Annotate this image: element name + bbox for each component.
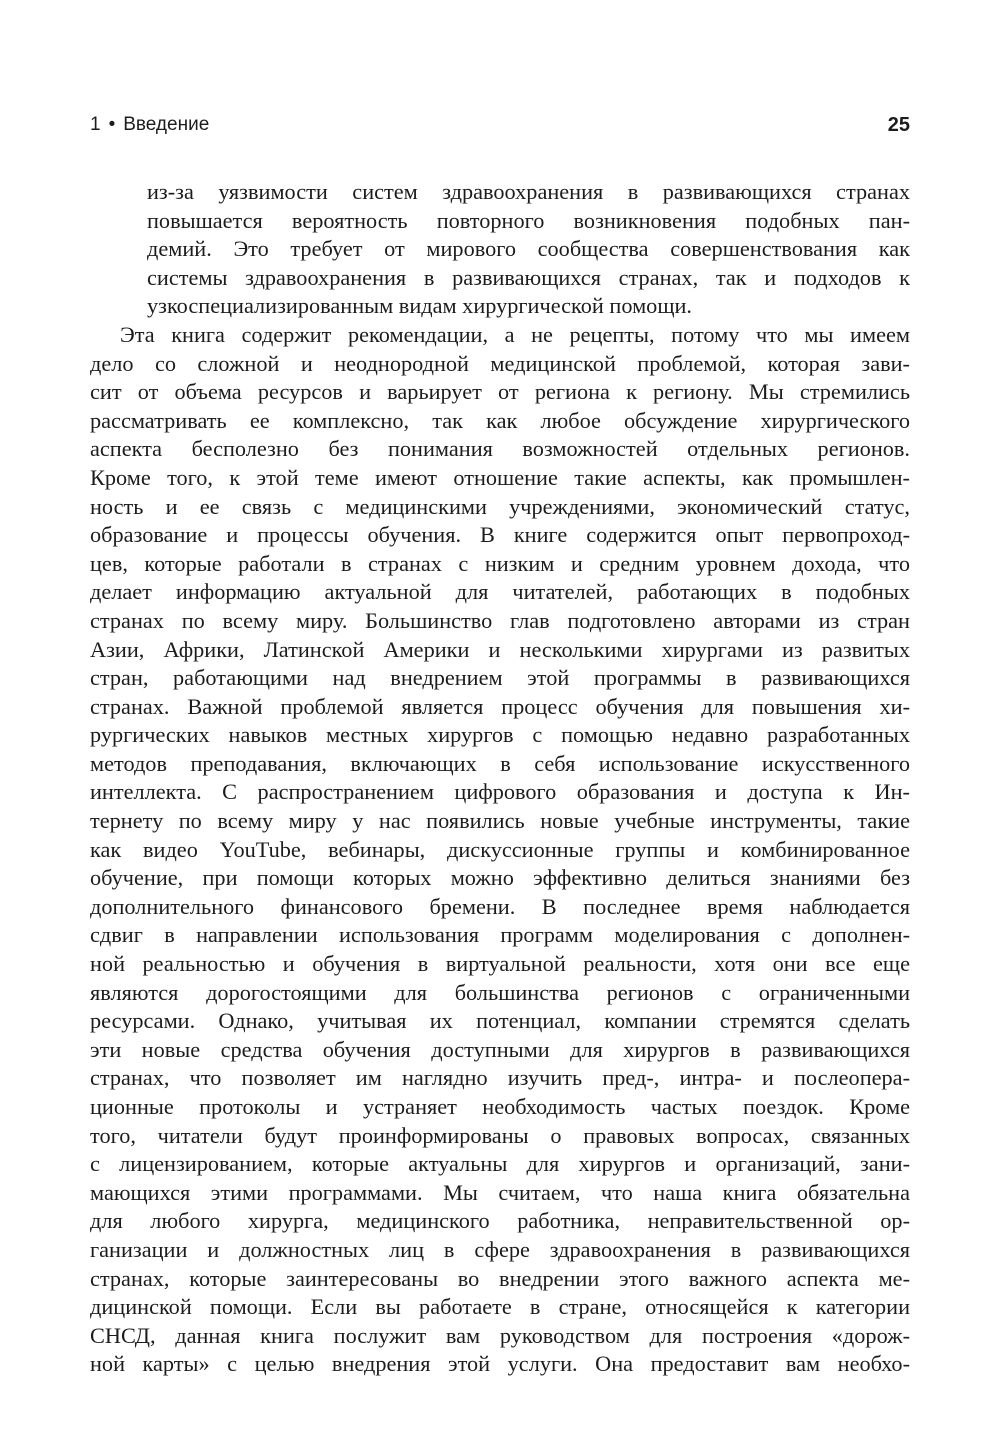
- text-line: странах по всему миру. Большинство глав подготовлено авторами из стран: [90, 607, 910, 633]
- text-line: Эта книга содержит рекомендации, а не рецепты, потому что мы имеем: [120, 321, 910, 347]
- text-line: дополнительного финансового бремени. В последнее время наблюдается: [90, 893, 910, 919]
- text-line: как видео YouTube, вебинары, дискуссионные группы и комбинированное: [90, 836, 910, 862]
- text-line: дело со сложной и неоднородной медицинской проблемой, которая зави-: [90, 350, 910, 376]
- text-line: эти новые средства обучения доступными для хирургов в развивающихся: [90, 1036, 910, 1062]
- text-line: делает информацию актуальной для читателей, работающих в подобных: [90, 579, 910, 605]
- text-line: странах, что позволяет им наглядно изучить пред-, интра- и послеопера-: [90, 1065, 910, 1091]
- text-line: тернету по всему миру у нас появились новые учебные инструменты, такие: [90, 808, 910, 834]
- text-line: сдвиг в направлении использования программ моделирования с дополнен-: [90, 922, 910, 948]
- text-line: стран, работающими над внедрением этой программы в развивающихся: [90, 665, 910, 691]
- text-line: СНСД, данная книга послужит вам руководством для построения «дорож-: [90, 1322, 910, 1348]
- text-line: мающихся этими программами. Мы считаем, что наша книга обязательна: [90, 1179, 910, 1205]
- text-line: образование и процессы обучения. В книге содержится опыт первопроход-: [90, 522, 910, 548]
- text-line: странах, которые заинтересованы во внедрении этого важного аспекта ме-: [90, 1265, 910, 1291]
- text-line: для любого хирурга, медицинского работника, неправительственной ор-: [90, 1208, 910, 1234]
- chapter-title: Введение: [123, 114, 210, 135]
- indented-quote: [147, 178, 910, 321]
- text-line: из-за уязвимости систем здравоохранения в развивающихся странах: [147, 179, 910, 204]
- page-body: [90, 178, 910, 1379]
- text-line: интеллекта. С распространением цифрового образования и доступа к Ин-: [90, 779, 910, 805]
- text-line: рассматривать ее комплексно, так как любое обсуждение хирургического: [90, 407, 910, 433]
- text-line: обучение, при помощи которых можно эффективно делиться знаниями без: [90, 865, 910, 891]
- text-line: методов преподавания, включающих в себя использование искусственного: [90, 750, 910, 776]
- text-line: ность и ее связь с медицинскими учреждениями, экономический статус,: [90, 493, 910, 519]
- text-line: того, читатели будут проинформированы о правовых вопросах, связанных: [90, 1122, 910, 1148]
- text-line: странах. Важной проблемой является процесс обучения для повышения хи-: [90, 693, 910, 719]
- text-line: ресурсами. Однако, учитывая их потенциал, компании стремятся сделать: [90, 1008, 910, 1034]
- page-number: 25: [887, 114, 910, 136]
- text-line: ной карты» с целью внедрения этой услуги. Она предоставит вам необхо-: [90, 1351, 910, 1377]
- text-line: цев, которые работали в странах с низким и средним уровнем дохода, что: [90, 550, 910, 576]
- chapter-number: 1: [90, 114, 101, 135]
- text-line: Кроме того, к этой теме имеют отношение такие аспекты, как промышлен-: [90, 464, 910, 490]
- text-line: системы здравоохранения в развивающихся странах, так и подходов к: [147, 264, 910, 290]
- text-line: ной реальностью и обучения в виртуальной реальности, хотя они все еще: [90, 951, 910, 977]
- bullet-separator: •: [108, 114, 116, 135]
- text-line: демий. Это требует от мирового сообщества совершенствования как: [147, 236, 910, 262]
- text-line: повышается вероятность повторного возникновения подобных пан-: [147, 207, 910, 233]
- text-line: Азии, Африки, Латинской Америки и несколькими хирургами из развитых: [90, 636, 910, 662]
- text-line: сит от объема ресурсов и варьирует от региона к региону. Мы стремились: [90, 379, 910, 405]
- text-line: дицинской помощи. Если вы работаете в стране, относящейся к категории: [90, 1294, 910, 1320]
- chapter-heading: [90, 112, 209, 138]
- text-line: являются дорогостоящими для большинства регионов с ограниченными: [90, 979, 910, 1005]
- text-line: рургических навыков местных хирургов с помощью недавно разработанных: [90, 722, 910, 748]
- main-paragraph: [90, 321, 910, 1379]
- text-line: ганизации и должностных лиц в сфере здравоохранения в развивающихся: [90, 1236, 910, 1262]
- text-line: ционные протоколы и устраняет необходимость частых поездок. Кроме: [90, 1094, 910, 1119]
- text-line: узкоспециализированным видам хирургической помощи.: [147, 293, 692, 319]
- running-header: [90, 112, 910, 138]
- text-line: с лицензированием, которые актуальны для хирургов и организаций, зани-: [90, 1151, 910, 1177]
- text-line: аспекта бесполезно без понимания возможностей отдельных регионов.: [90, 436, 910, 462]
